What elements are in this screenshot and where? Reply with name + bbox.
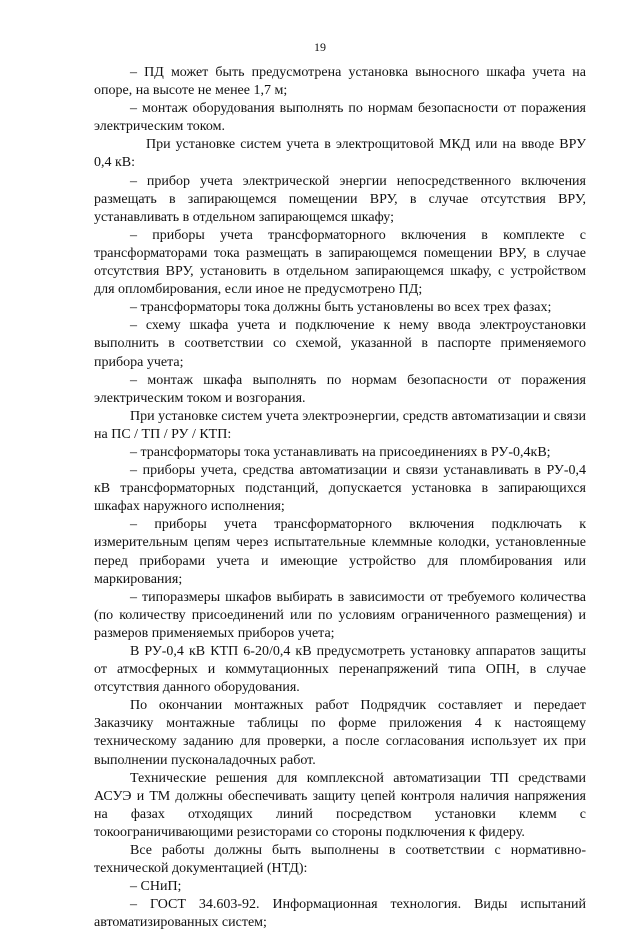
paragraph: При установке систем учета электроэнергии, средств автоматизации и связи на ПС / ТП / РУ / КТП: bbox=[94, 408, 586, 442]
paragraph: Технические решения для комплексной автоматизации ТП средствами АСУЭ и ТМ должны обеспечивать защиту цепей контроля наличия напряжения на фазах отходящих линий посредством установки клемм с токоограничивающими резисторами со стороны подключения к фидеру. bbox=[94, 770, 586, 840]
paragraph: – СНиП; bbox=[130, 879, 182, 895]
paragraph: – типоразмеры шкафов выбирать в зависимости от требуемого количества (по количеству присоединений или по условиям ограниченного размещения) и размеров применяемых приборов учета; bbox=[94, 589, 586, 641]
paragraph: – монтаж оборудования выполнять по нормам безопасности от поражения электрическим током. bbox=[94, 101, 586, 135]
paragraph: – приборы учета трансформаторного включения в комплекте с трансформаторами тока размещать в запирающемся помещении ВРУ, в случае отсутствия ВРУ, установить в отдельном запирающемся шкафу, с устройством для опломбирования, если иное не предусмотрено ПД; bbox=[94, 227, 586, 298]
paragraph: – приборы учета трансформаторного включения подключать к измерительным цепям через испытательные клеммные колодки, установленные перед приборами учета и имеющие устройство для пломбирования или маркирования; bbox=[94, 517, 586, 587]
paragraph: – прибор учета электрической энергии непосредственного включения размещать в запирающемся помещении ВРУ, в случае отсутствия ВРУ, устанавливать в отдельном запирающемся шкафу; bbox=[94, 173, 586, 225]
paragraph: – трансформаторы тока устанавливать на присоединениях в РУ-0,4кВ; bbox=[130, 444, 551, 460]
paragraph: – монтаж шкафа выполнять по нормам безопасности от поражения электрическим током и возгорания. bbox=[94, 372, 586, 406]
page-number: 19 bbox=[314, 40, 326, 54]
paragraph: – схему шкафа учета и подключение к нему ввода электроустановки выполнить в соответствии со схемой, указанной в паспорте применяемого прибора учета; bbox=[94, 318, 586, 370]
paragraph: – трансформаторы тока должны быть установлены во всех трех фазах; bbox=[130, 300, 552, 316]
paragraph: – ГОСТ 34.603-92. Информационная технология. Виды испытаний автоматизированных систем; bbox=[94, 897, 586, 931]
paragraph: По окончании монтажных работ Подрядчик составляет и передает Заказчику монтажные таблицы по форме приложения 4 к настоящему техническому заданию для проверки, а после согласования использует их при выполнении пусконаладочных работ. bbox=[94, 698, 586, 768]
paragraph: При установке систем учета в электрощитовой МКД или на вводе ВРУ 0,4 кВ: bbox=[94, 137, 586, 171]
paragraph: Все работы должны быть выполнены в соответствии с нормативно-технической документацией (НТД): bbox=[94, 843, 586, 877]
paragraph: – ПД может быть предусмотрена установка выносного шкафа учета на опоре, на высоте не менее 1,7 м; bbox=[94, 65, 586, 99]
document-body bbox=[94, 64, 586, 933]
paragraph: – приборы учета, средства автоматизации и связи устанавливать в РУ-0,4 кВ трансформаторных подстанций, допускается установка в запирающихся шкафах наружного исполнения; bbox=[94, 463, 586, 515]
paragraph: В РУ-0,4 кВ КТП 6-20/0,4 кВ предусмотреть установку аппаратов защиты от атмосферных и коммутационных перенапряжений типа ОПН, в случае отсутствия данного оборудования. bbox=[94, 644, 586, 696]
